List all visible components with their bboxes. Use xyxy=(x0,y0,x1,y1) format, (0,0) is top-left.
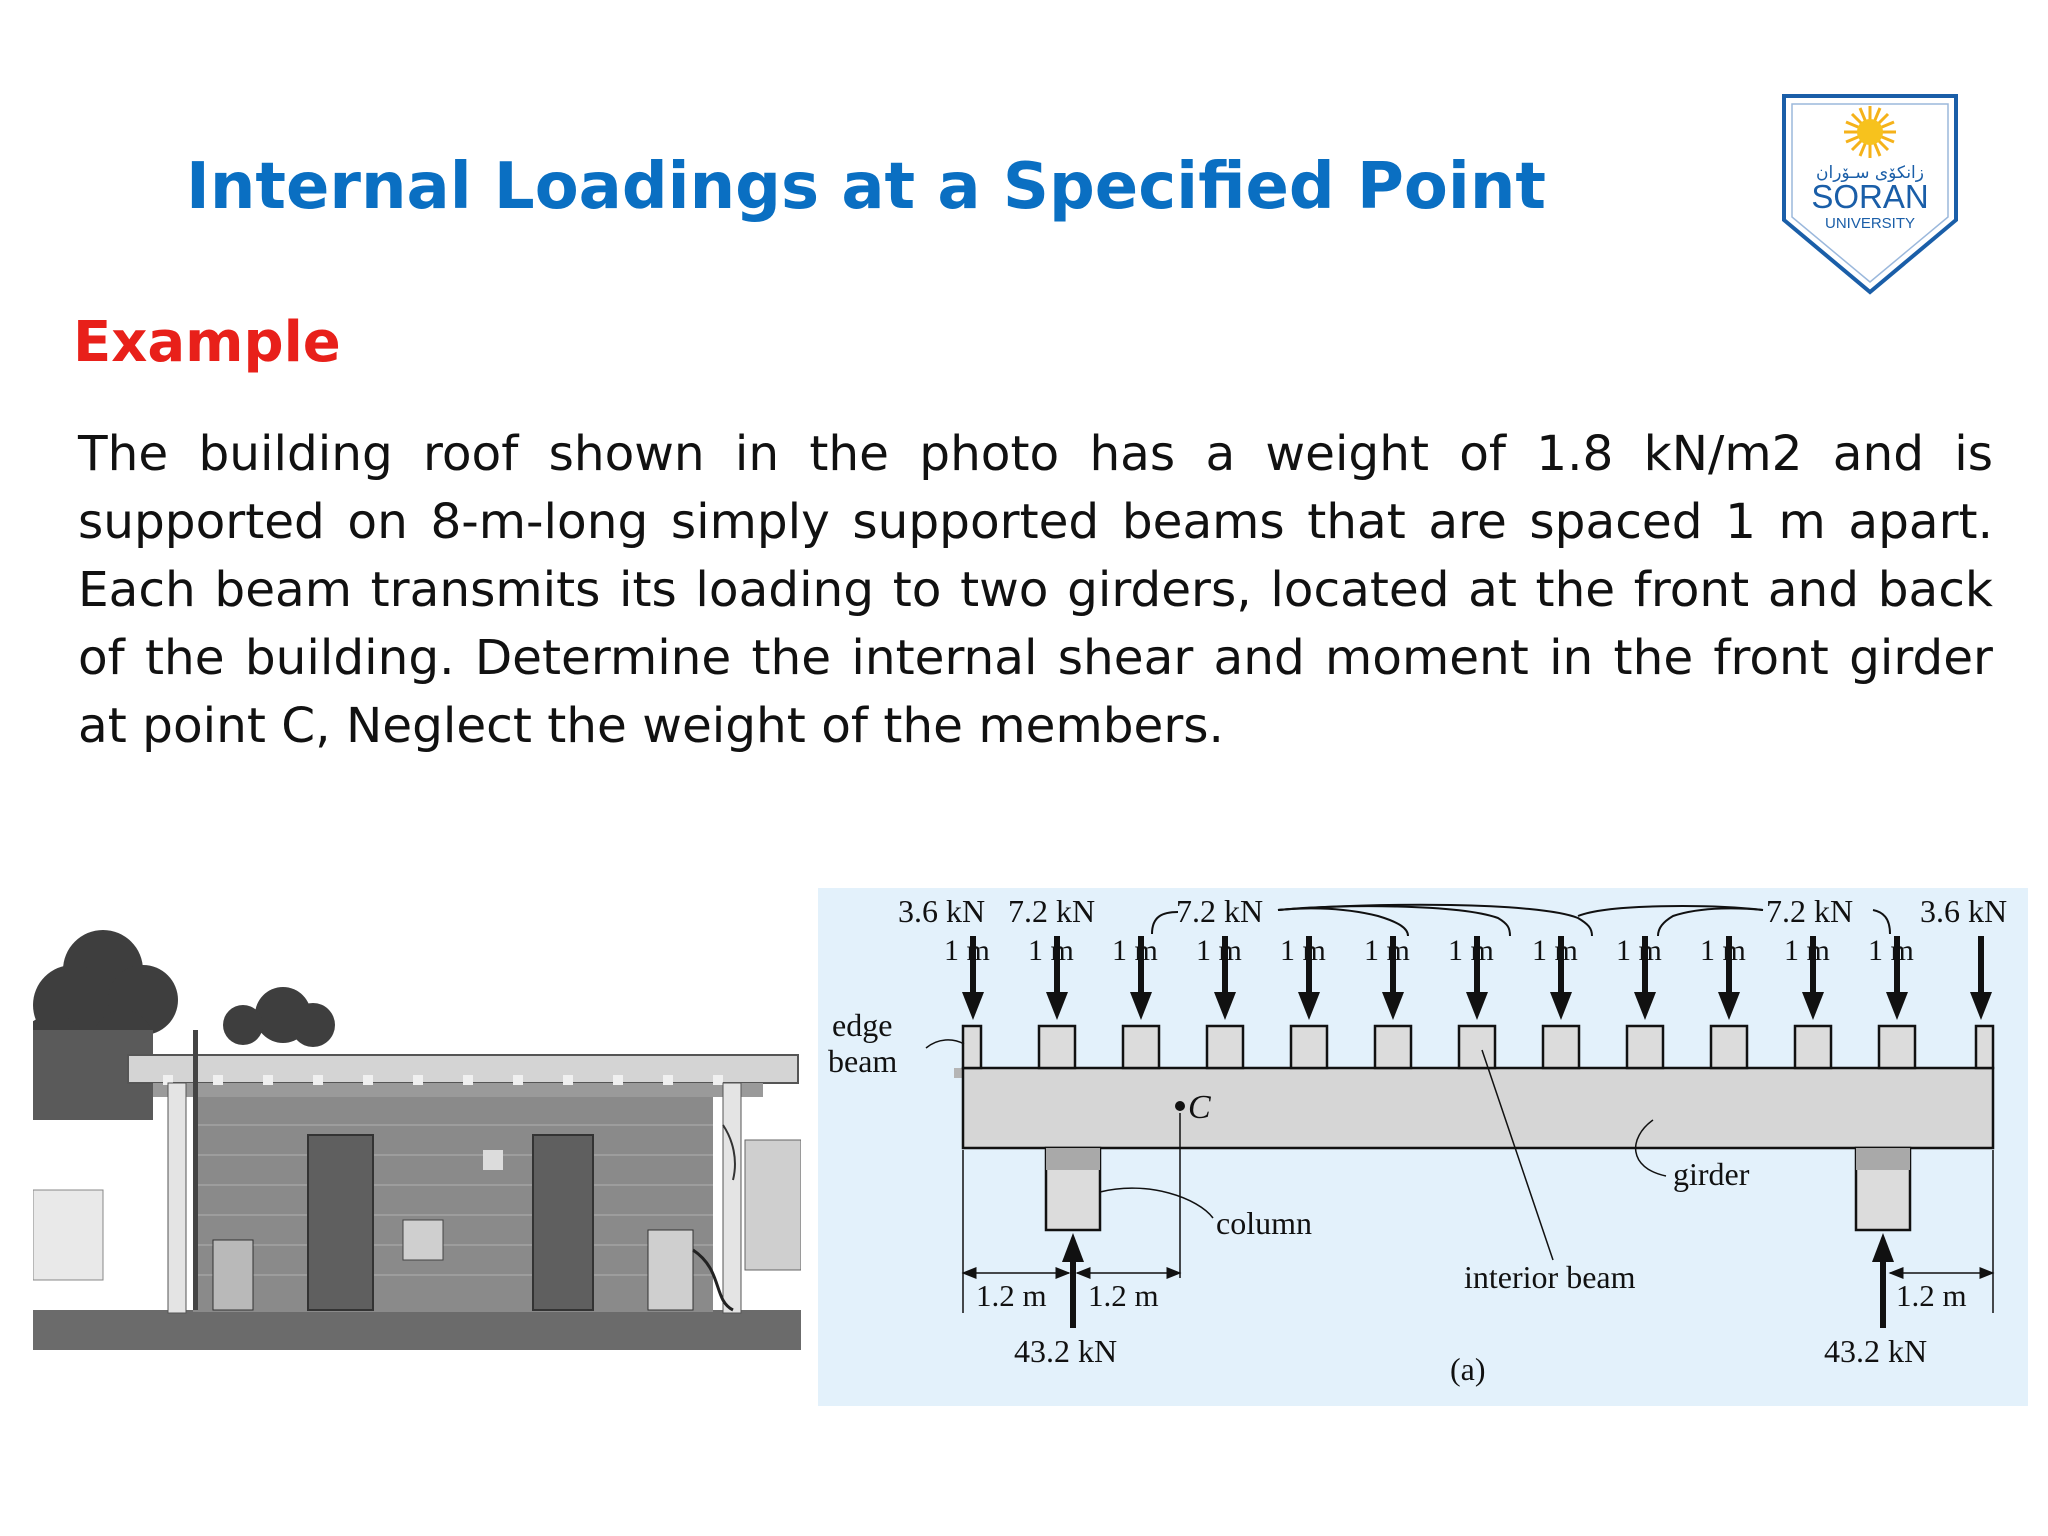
figure-caption: (a) xyxy=(1450,1351,1486,1387)
logo-name-text: SORAN xyxy=(1811,178,1929,215)
interior-beam-label: interior beam xyxy=(1464,1259,1636,1295)
load-label-3-6-right: 3.6 kN xyxy=(1920,893,2008,929)
spacing-label-7: 1 m xyxy=(1448,934,1494,967)
logo-sub-text: UNIVERSITY xyxy=(1824,215,1916,232)
edge-beam-label-2: beam xyxy=(828,1043,898,1079)
point-c-marker xyxy=(1175,1101,1185,1111)
load-label-7-2-second: 7.2 kN xyxy=(1008,893,1096,929)
spacing-label-8: 1 m xyxy=(1532,934,1578,967)
slide-title: Internal Loadings at a Specified Point xyxy=(186,150,1546,224)
girder-label: girder xyxy=(1673,1156,1750,1192)
spacing-label-3: 1 m xyxy=(1112,934,1158,967)
problem-statement: The building roof shown in the photo has a weight of 1.8 kN/m2 and is supported on 8-m-long simply supported beams that are spaced 1 m apart. Each beam transmits its loading to two girders, located at the front and back of the building. Determine the internal shear and moment in the front girder at point C, Neglect the weight of the members. xyxy=(78,426,1993,754)
spacing-label-11: 1 m xyxy=(1784,934,1830,967)
point-c-label: C xyxy=(1188,1089,1211,1126)
spacing-label-10: 1 m xyxy=(1700,934,1746,967)
building-photo xyxy=(33,910,801,1350)
column-label: column xyxy=(1216,1205,1312,1241)
example-heading: Example xyxy=(73,310,341,375)
reaction-label-left: 43.2 kN xyxy=(1014,1333,1118,1369)
edge-beam-label-1: edge xyxy=(832,1007,893,1043)
spacing-label-1: 1 m xyxy=(944,934,990,967)
load-label-7-2-group-left: 7.2 kN xyxy=(1176,893,1264,929)
girder xyxy=(963,1068,1993,1148)
spacing-label-2: 1 m xyxy=(1028,934,1074,967)
dim-label-right: 1.2 m xyxy=(1896,1278,1967,1313)
spacing-label-12: 1 m xyxy=(1868,934,1914,967)
reaction-label-right: 43.2 kN xyxy=(1824,1333,1928,1369)
girder-diagram xyxy=(818,888,2028,1406)
soran-university-logo xyxy=(1780,92,1960,298)
load-label-7-2-group-right: 7.2 kN xyxy=(1766,893,1854,929)
load-label-3-6-left: 3.6 kN xyxy=(898,893,986,929)
spacing-label-9: 1 m xyxy=(1616,934,1662,967)
dim-label-left-a: 1.2 m xyxy=(976,1278,1047,1313)
spacing-label-6: 1 m xyxy=(1364,934,1410,967)
spacing-label-4: 1 m xyxy=(1196,934,1242,967)
dim-label-left-b: 1.2 m xyxy=(1088,1278,1159,1313)
spacing-label-5: 1 m xyxy=(1280,934,1326,967)
logo-arabic-text: زانکۆی سـۆران xyxy=(1816,163,1924,183)
